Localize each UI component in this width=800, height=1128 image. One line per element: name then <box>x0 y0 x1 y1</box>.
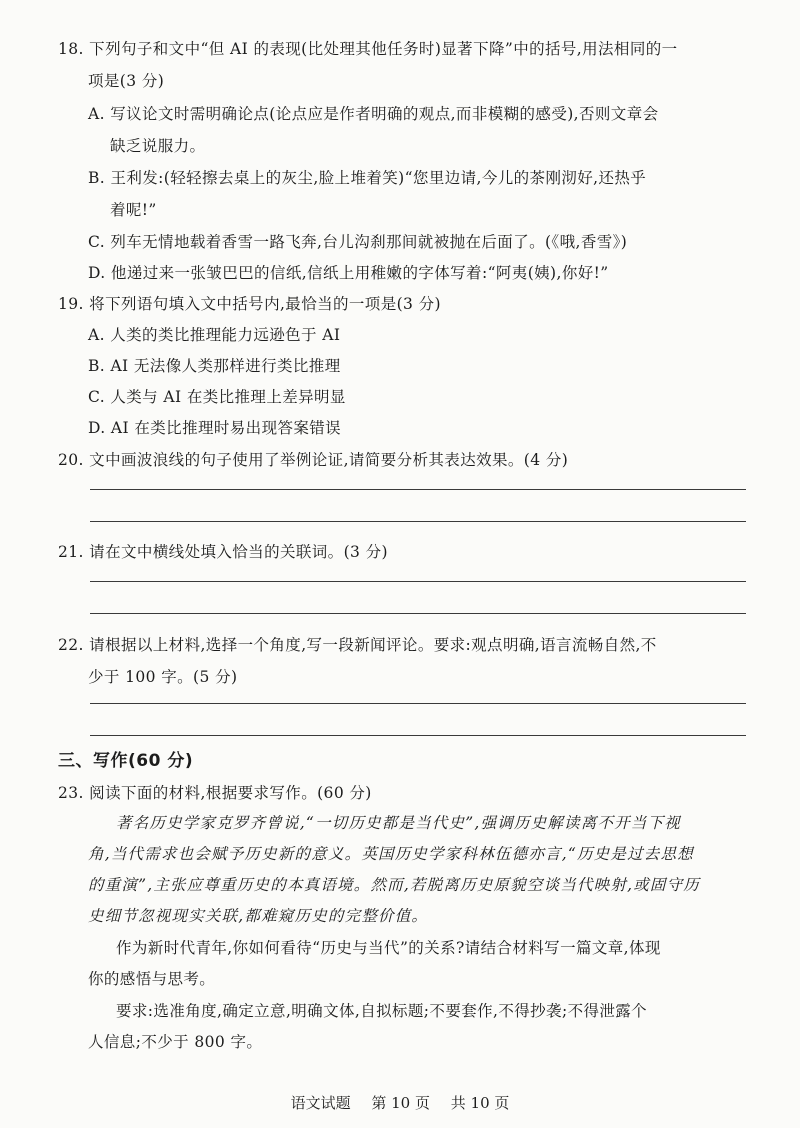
q23-prompt-line2: 你的感悟与思考。 <box>88 970 216 988</box>
q23-material-line2: 角,当代需求也会赋予历史新的意义。英国历史学家科林伍德亦言,“历史是过去思想 <box>88 845 694 863</box>
page-footer <box>0 1093 800 1113</box>
q18-option-a-line2: 缺乏说服力。 <box>110 137 206 155</box>
answer-line <box>90 613 746 614</box>
answer-line <box>90 703 746 704</box>
answer-line <box>90 735 746 736</box>
answer-line <box>90 581 746 582</box>
q23-stem: 23. 阅读下面的材料,根据要求写作。(60 分) <box>58 784 372 802</box>
q23-requirements-line1: 要求:选准角度,确定立意,明确文体,自拟标题;不要套作,不得抄袭;不得泄露个 <box>116 1002 648 1020</box>
q23-requirements-line2: 人信息;不少于 800 字。 <box>88 1033 263 1051</box>
q20-stem: 20. 文中画波浪线的句子使用了举例论证,请简要分析其表达效果。(4 分) <box>58 451 569 469</box>
answer-line <box>90 521 746 522</box>
q18-stem-line2: 项是(3 分) <box>88 72 165 90</box>
section-heading-writing: 三、写作(60 分) <box>58 751 194 771</box>
q21-stem: 21. 请在文中横线处填入恰当的关联词。(3 分) <box>58 543 388 561</box>
q18-option-b-line2: 着呢!” <box>110 201 157 219</box>
q18-option-c: C. 列车无情地载着香雪一路飞奔,台儿沟刹那间就被抛在后面了。(《哦,香雪》) <box>88 233 628 251</box>
q23-material-line4: 史细节忽视现实关联,都难窥历史的完整价值。 <box>88 907 429 925</box>
answer-line <box>90 489 746 490</box>
q19-stem: 19. 将下列语句填入文中括号内,最恰当的一项是(3 分) <box>58 295 441 313</box>
q18-stem-line1: 18. 下列句子和文中“但 AI 的表现(比处理其他任务时)显著下降”中的括号,用法相同的一 <box>58 40 678 58</box>
footer-page-number: 第 10 页 <box>371 1094 430 1112</box>
footer-total-pages: 共 10 页 <box>450 1094 510 1112</box>
q23-material-line3: 的重演”,主张应尊重历史的本真语境。然而,若脱离历史原貌空谈当代映射,或固守历 <box>88 876 701 894</box>
footer-subject: 语文试题 <box>290 1094 351 1112</box>
q18-option-a-line1: A. 写议论文时需明确论点(论点应是作者明确的观点,而非模糊的感受),否则文章会 <box>88 105 659 123</box>
q23-material-line1: 著名历史学家克罗齐曾说,“一切历史都是当代史”,强调历史解读离不开当下视 <box>116 814 681 832</box>
q19-option-a: A. 人类的类比推理能力远逊色于 AI <box>88 326 341 344</box>
q19-option-c: C. 人类与 AI 在类比推理上差异明显 <box>88 388 346 406</box>
q19-option-b: B. AI 无法像人类那样进行类比推理 <box>88 357 341 375</box>
q19-option-d: D. AI 在类比推理时易出现答案错误 <box>88 419 342 437</box>
q22-stem-line1: 22. 请根据以上材料,选择一个角度,写一段新闻评论。要求:观点明确,语言流畅自然,不 <box>58 636 657 654</box>
q22-stem-line2: 少于 100 字。(5 分) <box>88 668 238 686</box>
q18-option-d: D. 他递过来一张皱巴巴的信纸,信纸上用稚嫩的字体写着:“阿夷(姨),你好!” <box>88 264 609 282</box>
q23-prompt-line1: 作为新时代青年,你如何看待“历史与当代”的关系?请结合材料写一篇文章,体现 <box>116 939 661 957</box>
q18-option-b-line1: B. 王利发:(轻轻擦去桌上的灰尘,脸上堆着笑)“您里边请,今儿的茶刚沏好,还热乎 <box>88 169 647 187</box>
